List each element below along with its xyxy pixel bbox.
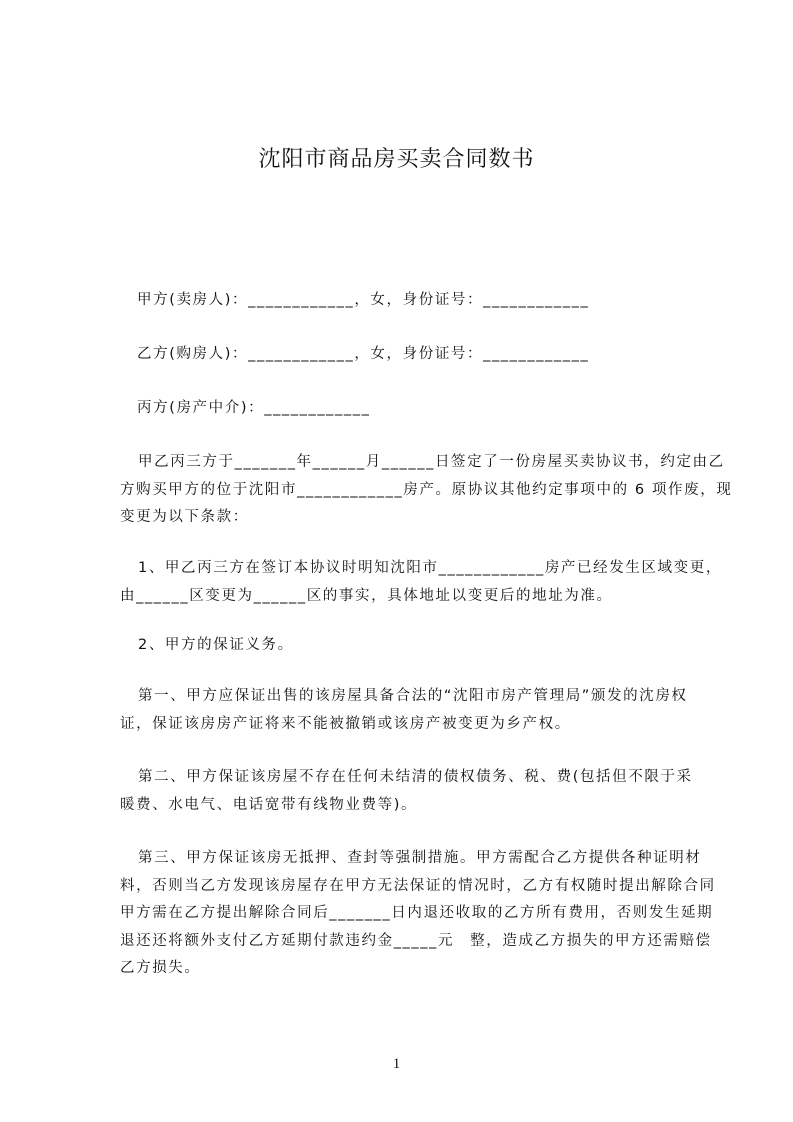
- text-line: 退还还将额外支付乙方延期付款违约金_____元 整，造成乙方损失的甲方还需赔偿: [120, 932, 712, 949]
- page-number: 1: [392, 1056, 401, 1072]
- text-line: 甲方(卖房人)：____________，女，身份证号：____________: [137, 292, 590, 308]
- text-line: 1、甲乙丙三方在签订本协议时明知沈阳市____________房产已经发生区域变更，: [138, 560, 722, 576]
- text-line: 由______区变更为______区的事实，具体地址以变更后的地址为准。: [120, 587, 613, 604]
- text-line: 丙方(房产中介)：____________: [137, 400, 371, 416]
- text-line: 乙方(购房人)：____________，女，身份证号：____________: [137, 346, 590, 362]
- text-line: 第三、甲方保证该房无抵押、查封等强制措施。甲方需配合乙方提供各种证明材: [138, 850, 702, 866]
- text-line: 第二、甲方保证该房屋不存在任何未结清的债权债务、税、费(包括但不限于采: [138, 769, 693, 785]
- text-line: 方购买甲方的位于沈阳市____________房产。原协议其他约定事项中的 6 项作废，现: [120, 481, 733, 498]
- text-line: 证，保证该房房产证将来不能被撤销或该房产被变更为乡产权。: [120, 715, 571, 732]
- document-title: 沈阳市商品房买卖合同数书: [258, 147, 535, 172]
- text-line: 乙方损失。: [120, 960, 201, 976]
- text-line: 变更为以下条款：: [120, 509, 249, 525]
- text-line: 暖费、水电气、电话宽带有线物业费等)。: [120, 796, 418, 813]
- text-line: 甲乙丙三方于_______年______月______日签定了一份房屋买卖协议书，约定由乙: [138, 454, 725, 470]
- text-line: 料，否则当乙方发现该房屋存在甲方无法保证的情况时，乙方有权随时提出解除合同: [120, 877, 716, 894]
- text-line: 第一、甲方应保证出售的该房屋具备合法的“沈阳市房产管理局”颁发的沈房权: [138, 688, 688, 704]
- text-line: 2、甲方的保证义务。: [138, 637, 294, 653]
- text-line: 甲方需在乙方提出解除合同后_______日内退还收取的乙方所有费用，否则发生延期: [120, 905, 714, 921]
